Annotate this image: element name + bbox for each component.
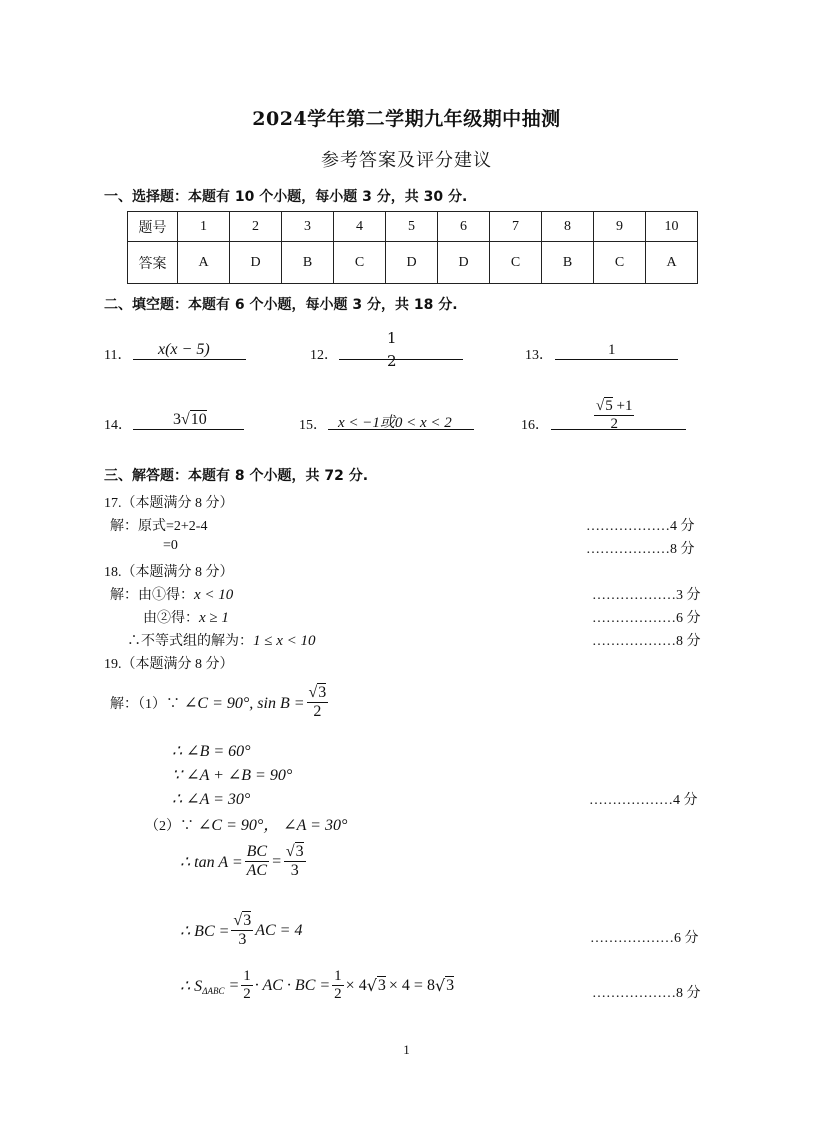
q18-score3: ………………8 分: [592, 634, 701, 649]
q17-title: 17.（本题满分 8 分）: [104, 496, 234, 511]
q11-answer: x(x − 5): [158, 341, 210, 358]
q19-p2-math: ∠C = 90°， ∠A = 30°: [198, 817, 348, 834]
q19-area-line: [180, 968, 454, 1004]
q17-line2: =0: [163, 538, 178, 553]
q19-bc-pre: ∴ BC =: [180, 922, 230, 940]
q19-line4: ∴ ∠A = 30°: [172, 791, 251, 808]
q19-tan-pre: ∴ tan A =: [180, 853, 243, 871]
table-header-cell: 答案: [128, 242, 178, 284]
q12-denominator: 2: [387, 352, 397, 371]
q16-numerator: [594, 398, 634, 416]
sqrt-icon: √: [366, 976, 377, 996]
q19-tan-denominator: AC: [246, 862, 268, 880]
sqrt-icon: √: [308, 684, 318, 701]
table-cell: 7: [490, 212, 542, 242]
table-cell: D: [230, 242, 282, 284]
q19-score-a: ………………4 分: [589, 793, 698, 808]
q16-label: 16．: [521, 418, 549, 433]
q13-answer: 1: [608, 342, 616, 358]
q14-answer: [173, 411, 207, 429]
q14-radicand: 10: [190, 411, 207, 428]
sqrt-icon: √: [596, 398, 605, 414]
q12-blank: [339, 359, 463, 360]
answer-table: [127, 211, 698, 284]
q12-numerator: 1: [387, 329, 397, 347]
table-cell: 9: [594, 212, 646, 242]
table-header-cell: 题号: [128, 212, 178, 242]
sqrt-icon: √: [233, 912, 243, 929]
sqrt-icon: √: [285, 843, 295, 860]
q19-area-f1-num: 1: [241, 968, 253, 986]
q19-area-f2-den: 2: [334, 986, 342, 1003]
q19-part2: [145, 812, 347, 835]
q18-line2-text: 由②得：: [143, 611, 199, 626]
q19-p1-numerator: [307, 684, 329, 703]
table-cell: 1: [178, 212, 230, 242]
q19-p2-label: （2）∵: [145, 819, 194, 834]
q12-answer: [383, 330, 401, 371]
q13-label: 13．: [525, 348, 553, 363]
table-cell: A: [178, 242, 230, 284]
q19-bc-line: [180, 912, 302, 950]
section3-heading: 三、解答题：本题有 8 个小题，共 72 分.: [104, 468, 369, 484]
q19-area-eq: =: [224, 976, 240, 994]
page-number: 1: [403, 1042, 410, 1057]
q17-line1: 解：原式=2+2-4: [110, 519, 208, 534]
q19-tan-radicand: 3: [295, 843, 304, 860]
q15-answer: x < −1或0 < x < 2: [338, 415, 452, 431]
q19-area-rad2: 3: [446, 977, 455, 995]
table-cell: B: [282, 242, 334, 284]
q16-num-tail: +1: [612, 398, 633, 414]
q19-tan-line: [180, 843, 308, 881]
q17-score1: ………………4 分: [586, 519, 695, 534]
q19-score-b: ………………6 分: [590, 931, 699, 946]
q19-p1-denominator: 2: [313, 703, 322, 721]
q19-score-c: ………………8 分: [592, 986, 701, 1001]
table-row: [128, 212, 698, 242]
q19-tan-rnumerator: [284, 843, 306, 862]
q16-answer: [592, 398, 636, 434]
sqrt-icon: √: [181, 411, 190, 428]
q19-tan-rdenominator: 3: [290, 862, 299, 880]
table-cell: 6: [438, 212, 490, 242]
q18-line1-math: x < 10: [194, 587, 234, 603]
q19-area-rad1: 3: [377, 977, 386, 995]
q14-coef: 3: [173, 411, 181, 428]
table-cell: D: [386, 242, 438, 284]
q19-bc-radicand: 3: [243, 912, 252, 929]
q12-label: 12．: [310, 348, 338, 363]
table-row: [128, 242, 698, 284]
table-cell: 3: [282, 212, 334, 242]
q19-bc-tail: AC = 4: [255, 921, 303, 939]
table-cell: C: [490, 242, 542, 284]
q19-p1-math: ∠C = 90°, sin B =: [184, 694, 305, 712]
q19-line3: ∵ ∠A + ∠B = 90°: [172, 767, 293, 784]
q11-label: 11．: [104, 348, 132, 363]
table-cell: 8: [542, 212, 594, 242]
table-cell: 4: [334, 212, 386, 242]
q19-area-tail2: × 4 = 8: [388, 976, 435, 994]
table-cell: 2: [230, 212, 282, 242]
q18-score2: ………………6 分: [592, 611, 701, 626]
q19-area-f1-den: 2: [243, 986, 251, 1003]
table-cell: A: [646, 242, 698, 284]
q19-bc-numerator: [231, 912, 253, 931]
q16-denominator: 2: [610, 416, 618, 433]
q18-line3-math: 1 ≤ x < 10: [253, 633, 316, 649]
q18-line1: [110, 584, 233, 604]
table-cell: C: [594, 242, 646, 284]
section2-heading: 二、填空题：本题有 6 个小题，每小题 3 分，共 18 分.: [104, 297, 458, 313]
q15-label: 15．: [299, 418, 327, 433]
q19-area-pre: ∴ S: [180, 977, 203, 995]
page-subtitle: 参考答案及评分建议: [321, 150, 492, 170]
q18-line3: [127, 630, 316, 650]
q17-score2: ………………8 分: [586, 542, 695, 557]
table-cell: D: [438, 242, 490, 284]
q19-bc-denominator: 3: [238, 931, 247, 949]
table-cell: 10: [646, 212, 698, 242]
q18-score1: ………………3 分: [592, 588, 701, 603]
q19-line2: ∴ ∠B = 60°: [172, 743, 251, 760]
table-cell: B: [542, 242, 594, 284]
q18-line3-text: ∴不等式组的解为：: [127, 634, 253, 649]
q18-line2: [143, 607, 229, 627]
q18-line1-text: 解：由①得：: [110, 588, 194, 603]
q19-p1-label: 解：（1）∵: [110, 696, 180, 712]
q19-area-f2-num: 1: [332, 968, 344, 986]
q19-area-sub: ΔABC: [202, 985, 225, 996]
q19-area-tail1: × 4: [345, 976, 367, 994]
page-title: 2024学年第二学期九年级期中抽测: [252, 108, 561, 130]
q14-blank: [133, 429, 244, 430]
q18-title: 18.（本题满分 8 分）: [104, 565, 234, 580]
q19-area-mid: · AC · BC =: [254, 976, 331, 994]
q14-label: 14．: [104, 418, 132, 433]
q19-tan-eq: =: [271, 852, 282, 870]
q18-line2-math: x ≥ 1: [199, 610, 229, 626]
table-cell: C: [334, 242, 386, 284]
q11-blank: [133, 359, 246, 360]
q19-title: 19.（本题满分 8 分）: [104, 657, 234, 672]
q19-part1: [110, 684, 330, 722]
q16-radicand: 5: [605, 398, 613, 414]
q13-blank: [555, 359, 678, 360]
q19-p1-radicand: 3: [318, 684, 327, 701]
sqrt-icon: √: [434, 976, 446, 996]
section1-heading: 一、选择题：本题有 10 个小题，每小题 3 分，共 30 分.: [104, 189, 468, 205]
q19-tan-numerator: BC: [245, 843, 269, 862]
table-cell: 5: [386, 212, 438, 242]
